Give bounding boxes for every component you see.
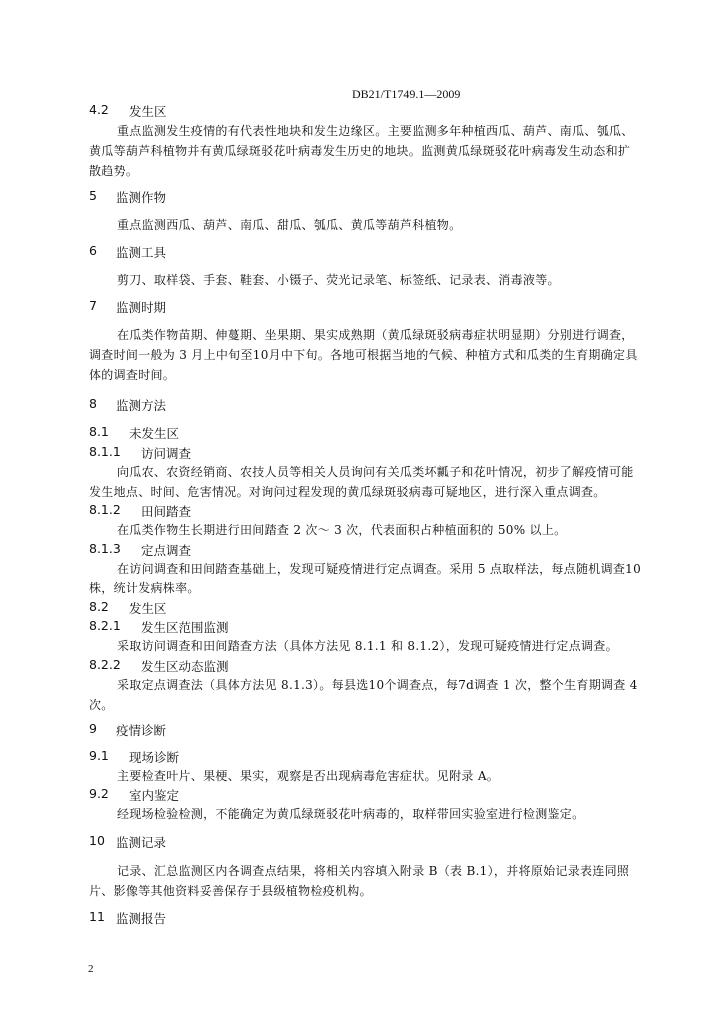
section-title: 发生区	[129, 104, 167, 119]
document-code: DB21/T1749.1—2009	[352, 87, 461, 101]
section-number: 11	[89, 909, 105, 924]
section-title: 监测方法	[116, 398, 167, 413]
body-line: 次。	[89, 698, 114, 712]
section-number: 4.2	[89, 102, 109, 117]
section-title: 发生区动态监测	[141, 659, 229, 674]
body-line: 重点监测西瓜、葫芦、南瓜、甜瓜、瓠瓜、黄瓜等葫芦科植物。	[117, 218, 462, 232]
body-line: 片、影像等其他资料妥善保存于县级植物检疫机构。	[89, 884, 372, 898]
section-title: 发生区	[129, 601, 167, 616]
section-title: 室内鉴定	[129, 788, 180, 803]
body-line: 体的调查时间。	[89, 368, 176, 382]
section-title: 监测记录	[116, 835, 167, 850]
body-line: 株，统计发病株率。	[89, 581, 200, 595]
body-line: 在瓜类作物苗期、伸蔓期、坐果期、果实成熟期（黄瓜绿斑驳病毒症状明显期）分别进行调查，	[117, 328, 634, 342]
body-line: 发生地点、时间、危害情况。对询问过程发现的黄瓜绿斑驳病毒可疑地区，进行深入重点调查。	[89, 485, 606, 499]
section-title: 监测时期	[116, 300, 167, 315]
section-title: 发生区范围监测	[141, 620, 229, 635]
section-number: 8.2	[89, 599, 109, 614]
body-line: 剪刀、取样袋、手套、鞋套、小镊子、荧光记录笔、标签纸、记录表、消毒液等。	[117, 273, 560, 287]
body-line: 重点监测发生疫情的有代表性地块和发生边缘区。主要监测多年种植西瓜、葫芦、南瓜、瓠瓜、	[117, 124, 634, 138]
page-number: 2	[88, 963, 94, 975]
section-title: 访问调查	[141, 446, 192, 461]
section-title: 监测报告	[116, 911, 167, 926]
body-line: 调查时间一般为 3 月上中旬至10月中下旬。各地可根据当地的气候、种植方式和瓜类的生育期确定具	[89, 348, 638, 362]
section-number: 8	[89, 396, 97, 411]
body-line: 散趋势。	[89, 164, 139, 178]
section-title: 田间踏查	[141, 504, 192, 519]
body-line: 经现场检验检测，不能确定为黄瓜绿斑驳花叶病毒的，取样带回实验室进行检测鉴定。	[117, 807, 585, 821]
section-title: 监测工具	[116, 245, 167, 260]
section-number: 7	[89, 298, 97, 313]
body-line: 记录、汇总监测区内各调查点结果，将相关内容填入附录 B（表 B.1），并将原始记录表连同照	[117, 864, 630, 878]
section-number: 5	[89, 188, 97, 203]
section-number: 9.1	[89, 748, 109, 763]
section-number: 8.1.2	[89, 502, 121, 517]
section-title: 未发生区	[129, 426, 180, 441]
body-line: 采取定点调查法（具体方法见 8.1.3）。每县选10个调查点，每7d调查 1 次，整个生育期调查 4	[117, 678, 638, 692]
section-title: 定点调查	[141, 543, 192, 558]
section-number: 10	[89, 833, 105, 848]
section-title: 现场诊断	[129, 750, 180, 765]
body-line: 向瓜农、农资经销商、农技人员等相关人员询问有关瓜类坏瓤子和花叶情况，初步了解疫情可能	[117, 465, 634, 479]
section-number: 8.2.2	[89, 657, 121, 672]
section-title: 疫情诊断	[116, 723, 167, 738]
body-line: 主要检查叶片、果梗、果实，观察是否出现病毒危害症状。见附录 A。	[117, 769, 500, 783]
section-number: 8.1	[89, 424, 109, 439]
body-line: 在访问调查和田间踏查基础上，发现可疑疫情进行定点调查。采用 5 点取样法，每点随机调查10	[117, 562, 642, 576]
section-number: 8.1.1	[89, 444, 121, 459]
body-line: 在瓜类作物生长期进行田间踏查 2 次～ 3 次，代表面积占种植面积的 50% 以上。	[117, 523, 567, 537]
section-number: 8.2.1	[89, 618, 121, 633]
section-number: 9.2	[89, 786, 109, 801]
section-number: 8.1.3	[89, 541, 121, 556]
body-line: 采取访问调查和田间踏查方法（具体方法见 8.1.1 和 8.1.2），发现可疑疫情进行定点调查。	[117, 639, 618, 653]
section-title: 监测作物	[116, 190, 167, 205]
section-number: 9	[89, 721, 97, 736]
section-number: 6	[89, 243, 97, 258]
body-line: 黄瓜等葫芦科植物并有黄瓜绿斑驳花叶病毒发生历史的地块。监测黄瓜绿斑驳花叶病毒发生动态和扩	[89, 144, 631, 158]
